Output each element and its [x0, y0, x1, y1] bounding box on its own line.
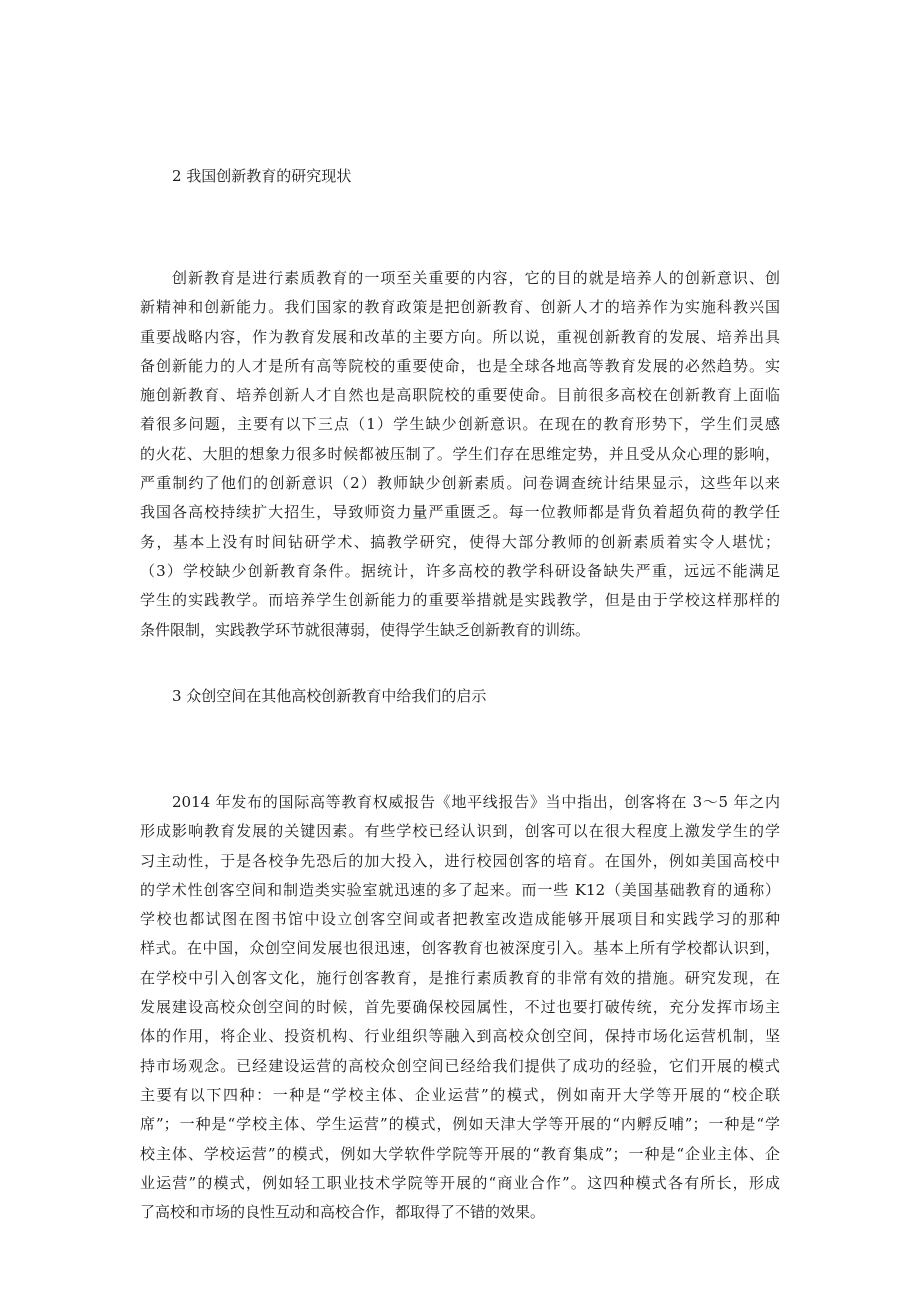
paragraph-line: 在学校中引入创客文化，施行创客教育，是推行素质教育的非常有效的措施。研究发现，在 [140, 968, 780, 987]
paragraph-line: 校主体、学校运营”的模式，例如大学软件学院等开展的“教育集成”；一种是“企业主体、企 [140, 1144, 780, 1163]
paragraph-line: 施创新教育、培养创新人才自然也是高职院校的重要使命。目前很多高校在创新教育上面临 [140, 386, 780, 405]
paragraph-line: 发展建设高校众创空间的时候，首先要确保校园属性，不过也要打破传统，充分发挥市场主 [140, 998, 780, 1017]
paragraph-line: 条件限制，实践教学环节就很薄弱，使得学生缺乏创新教育的训练。 [140, 620, 591, 639]
section-heading-3: 3 众创空间在其他高校创新教育中给我们的启示 [172, 687, 487, 705]
paragraph-line: 形成影响教育发展的关键因素。有些学校已经认识到，创客可以在很大程度上激发学生的学 [140, 822, 780, 841]
paragraph-line: 样式。在中国，众创空间发展也很迅速，创客教育也被深度引入。基本上所有学校都认识到， [140, 939, 780, 958]
paragraph-line: 着很多问题，主要有以下三点（1）学生缺少创新意识。在现在的教育形势下，学生们灵感 [140, 415, 780, 434]
paragraph-line: 学校也都试图在图书馆中设立创客空间或者把教室改造成能够开展项目和实践学习的那种 [140, 910, 780, 929]
paragraph-line: 学生的实践教学。而培养学生创新能力的重要举措就是实践教学，但是由于学校这样那样的 [140, 591, 780, 610]
paragraph-line: 了高校和市场的良性互动和高校合作，都取得了不错的效果。 [140, 1203, 546, 1222]
paragraph-line: 体的作用，将企业、投资机构、行业组织等融入到高校众创空间，保持市场化运营机制，坚 [140, 1027, 780, 1046]
paragraph-line: 席”；一种是“学校主体、学生运营”的模式，例如天津大学等开展的“内孵反哺”；一种是“学 [140, 1115, 780, 1134]
section-heading-2: 2 我国创新教育的研究现状 [172, 167, 352, 185]
section-3-paragraph [140, 788, 780, 1227]
paragraph-line: 新精神和创新能力。我们国家的教育政策是把创新教育、创新人才的培养作为实施科教兴国 [140, 298, 780, 317]
paragraph-line: 主要有以下四种：一种是“学校主体、企业运营”的模式，例如南开大学等开展的“校企联 [140, 1085, 780, 1104]
paragraph-line: 习主动性，于是各校争先恐后的加大投入，进行校园创客的培育。在国外，例如美国高校中 [140, 851, 780, 870]
paragraph-line: 创新教育是进行素质教育的一项至关重要的内容，它的目的就是培养人的创新意识、创 [172, 269, 780, 287]
paragraph-line: 的火花、大胆的想象力很多时候都被压制了。学生们存在思维定势，并且受从众心理的影响， [140, 444, 780, 463]
paragraph-line: 重要战略内容，作为教育发展和改革的主要方向。所以说，重视创新教育的发展、培养出具 [140, 327, 780, 346]
paragraph-line: 业运营”的模式，例如轻工职业技术学院等开展的“商业合作”。这四种模式各有所长，形成 [140, 1173, 780, 1192]
paragraph-line: 我国各高校持续扩大招生，导致师资力量严重匮乏。每一位教师都是背负着超负荷的教学任 [140, 503, 780, 522]
paragraph-line: 的学术性创客空间和制造类实验室就迅速的多了起来。而一些 K12（美国基础教育的通称） [140, 880, 780, 899]
paragraph-line: 持市场观念。已经建设运营的高校众创空间已经给我们提供了成功的经验，它们开展的模式 [140, 1056, 780, 1075]
paragraph-line: 备创新能力的人才是所有高等院校的重要使命，也是全球各地高等教育发展的必然趋势。实 [140, 356, 780, 375]
paragraph-line: 2014 年发布的国际高等教育权威报告《地平线报告》当中指出，创客将在 3～5 年之内 [172, 793, 780, 811]
paragraph-line: 严重制约了他们的创新意识（2）教师缺少创新素质。问卷调查统计结果显示，这些年以来 [140, 474, 780, 493]
paragraph-line: 务，基本上没有时间钻研学术、搞教学研究，使得大部分教师的创新素质着实令人堪忧； [140, 532, 780, 551]
section-2-paragraph [140, 264, 780, 645]
paragraph-line: （3）学校缺少创新教育条件。据统计，许多高校的教学科研设备缺失严重，远远不能满足 [140, 561, 780, 580]
